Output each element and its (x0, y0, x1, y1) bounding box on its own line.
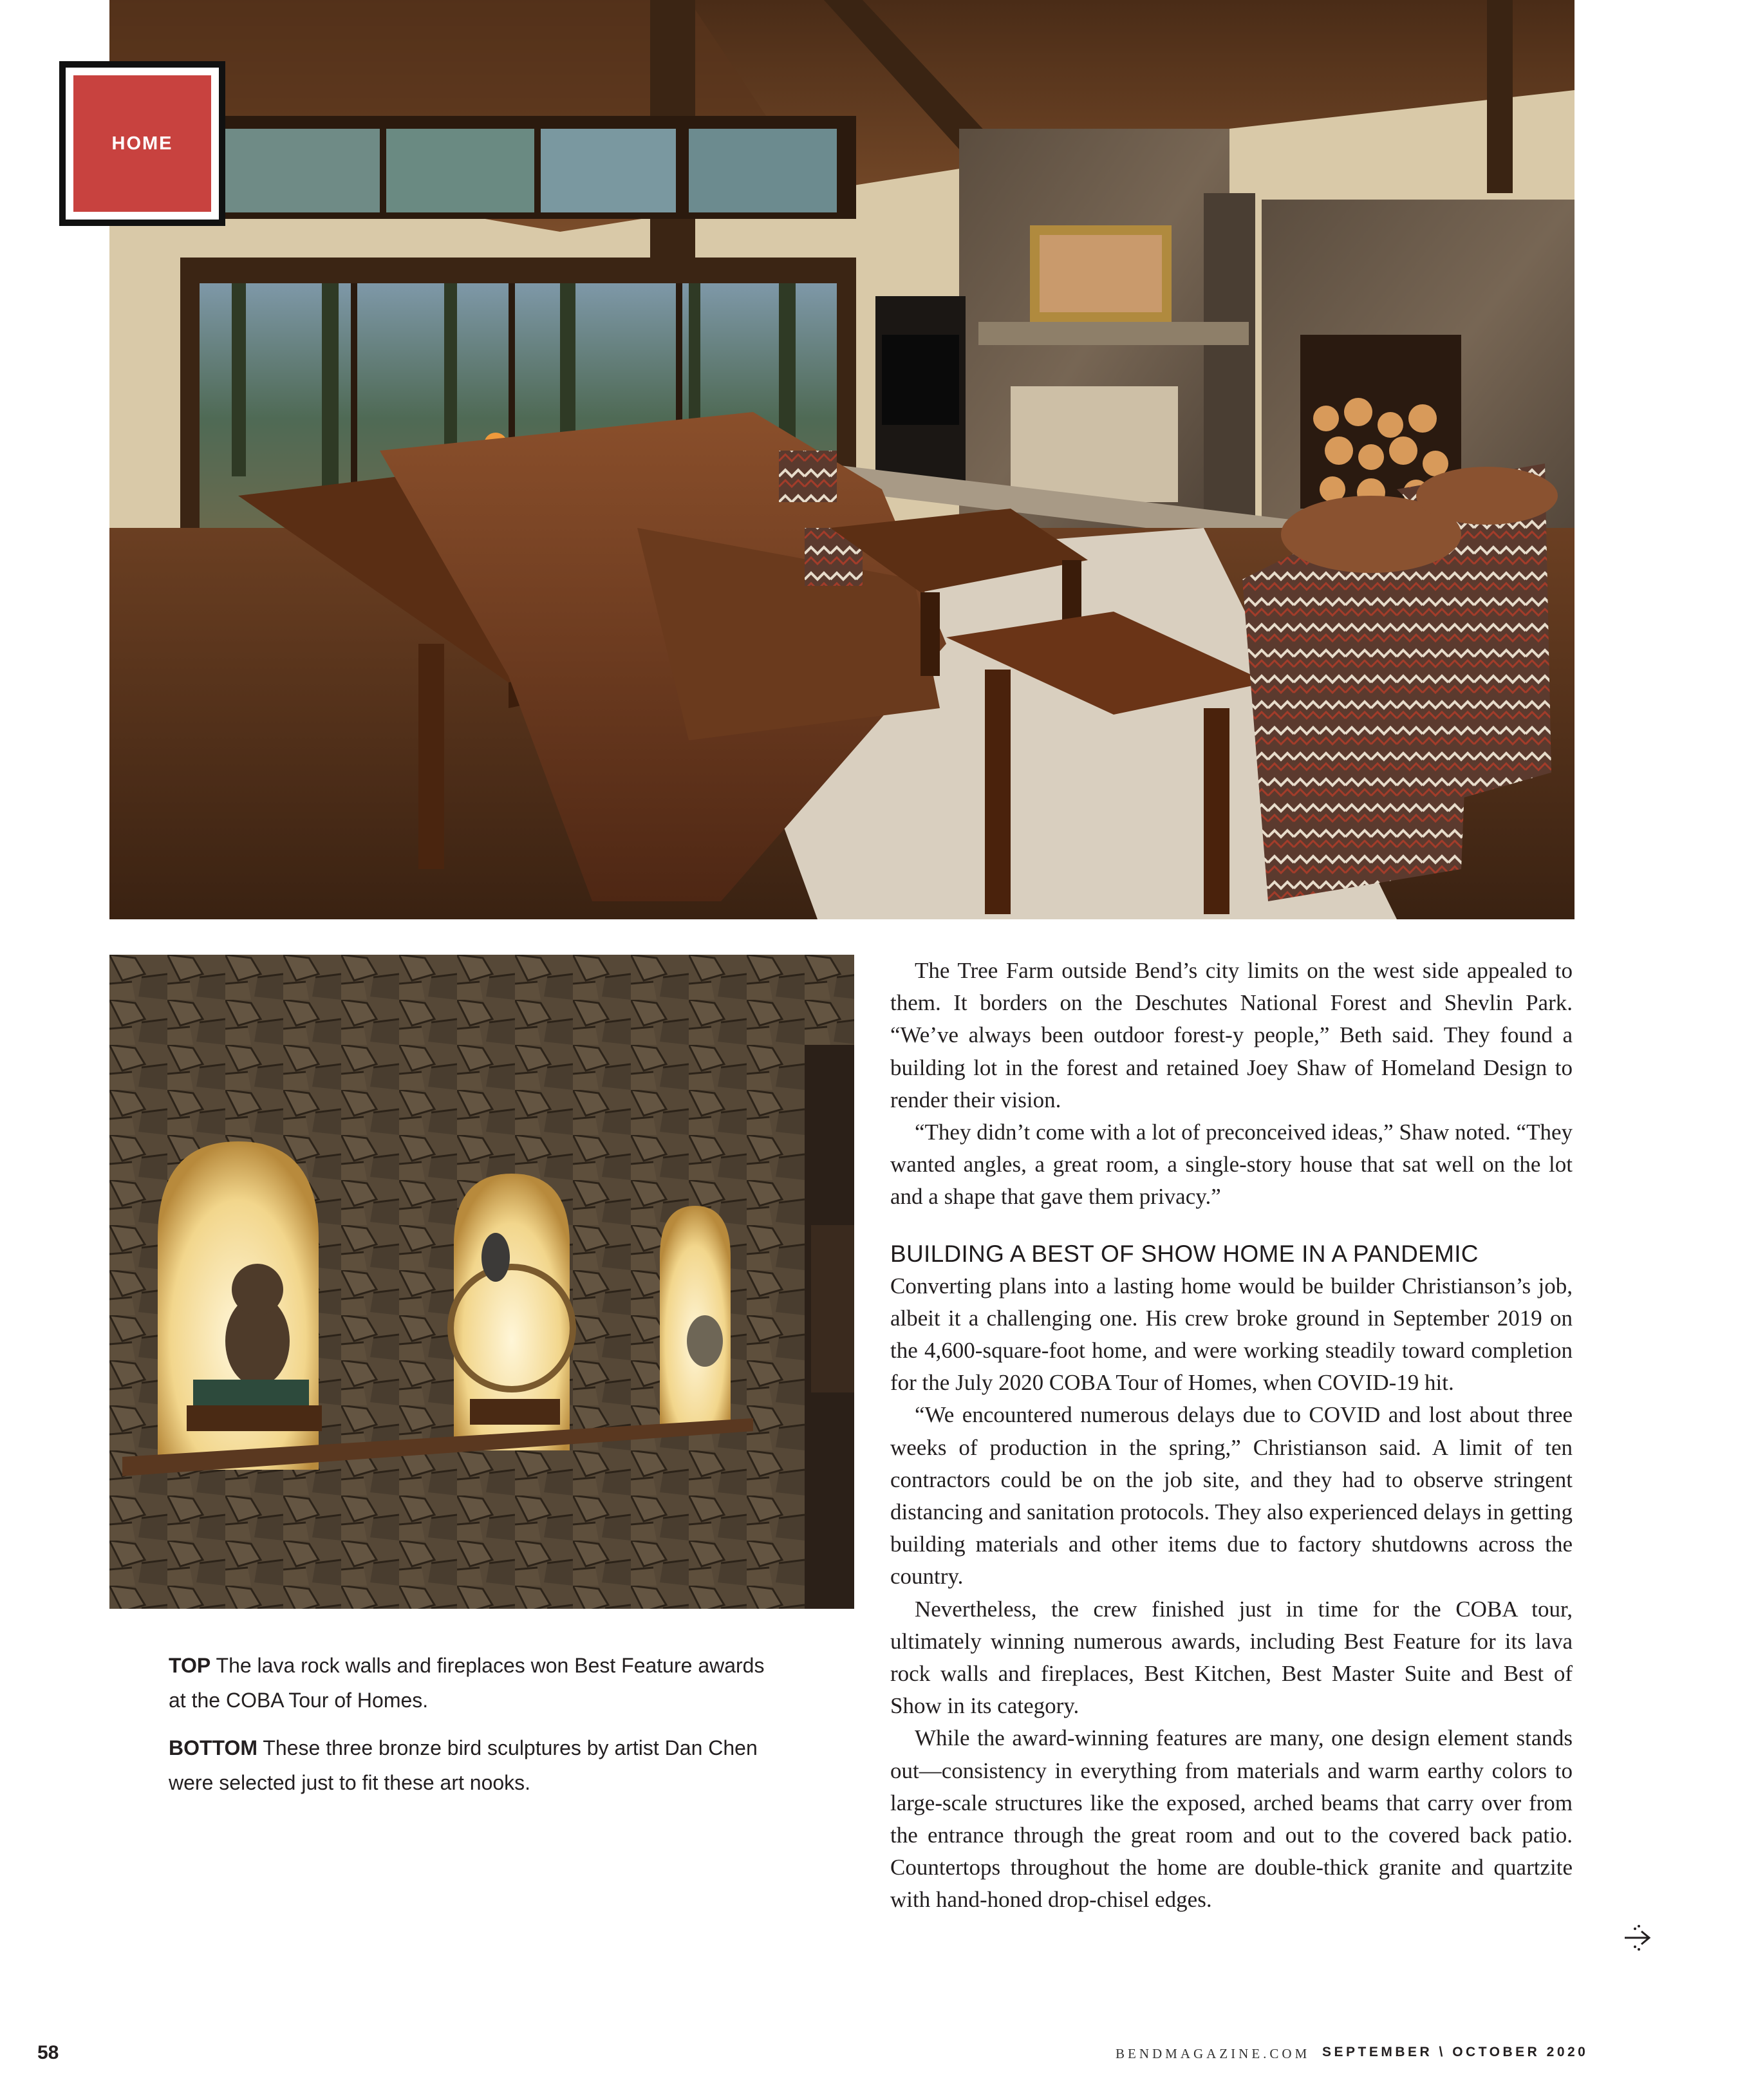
caption-bottom-text: These three bronze bird sculptures by artist Dan Chen were selected just to fit these art nooks. (169, 1736, 758, 1794)
caption-bottom-lead: BOTTOM (169, 1736, 258, 1759)
page-number: 58 (37, 2042, 59, 2063)
article-paragraph: “They didn’t come with a lot of preconceived ideas,” Shaw noted. “They wanted angles, a great room, a single-story house that sat well on the lot and a shape that gave them privacy.” (890, 1120, 1573, 1210)
caption-top (169, 1648, 787, 1718)
bottom-photo-art-nooks (109, 955, 854, 1609)
section-label: HOME (111, 133, 173, 154)
section-tag (59, 61, 225, 226)
caption-top-text: The lava rock walls and fireplaces won Best Feature awards at the COBA Tour of Homes. (169, 1654, 765, 1712)
article-paragraph: The Tree Farm outside Bend’s city limits on the west side appealed to them. It borders on the Deschutes National Forest and Shevlin Park. “We’ve always been outdoor forest-y people,” Beth said. They found a building lot in the forest and retained Joey Shaw of Homeland Design to render their vision. (890, 958, 1573, 1112)
footer-site: BENDMAGAZINE.COM (1116, 2046, 1311, 2061)
top-photo-great-room (109, 0, 1574, 919)
article-body (890, 955, 1573, 1917)
caption-bottom (169, 1730, 787, 1800)
caption-top-lead: TOP (169, 1654, 211, 1677)
article-paragraph: “We encountered numerous delays due to COVID and lost about three weeks of production in the spring,” Christianson said. A limit of ten contractors could be on the job site, and they had to observe stringent distancing and sanitation protocols. They also experienced delays in getting building materials and other items due to factory shutdowns across the country. (890, 1402, 1573, 1589)
article-paragraph: Nevertheless, the crew finished just in time for the COBA tour, ultimately winning numerous awards, including Best Feature for its lava rock walls and fireplaces, Best Kitchen, Best Master Suite and Best of Show in its category. (890, 1596, 1573, 1719)
continue-arrow-icon (1622, 1924, 1653, 1952)
article-paragraph: While the award-winning features are many, one design element stands out—consistency in everything from materials and warm earthy colors to large-scale structures like the exposed, arched beams that carry over from the entrance through the great room and out to the covered back patio. Countertops throughout the home are double-thick granite and quartzite with hand-honed drop-chisel edges. (890, 1725, 1573, 1913)
article-paragraph: Converting plans into a lasting home would be builder Christianson’s job, albeit it a challenging one. His crew broke ground in September 2019 on the 4,600-square-foot home, and were working steadily toward completion for the July 2020 COBA Tour of Homes, when COVID-19 hit. (890, 1273, 1573, 1396)
footer-issue: SEPTEMBER \ OCTOBER 2020 (1322, 2045, 1589, 2059)
article-subhead: BUILDING A BEST OF SHOW HOME IN A PANDEMIC (890, 1240, 1479, 1267)
